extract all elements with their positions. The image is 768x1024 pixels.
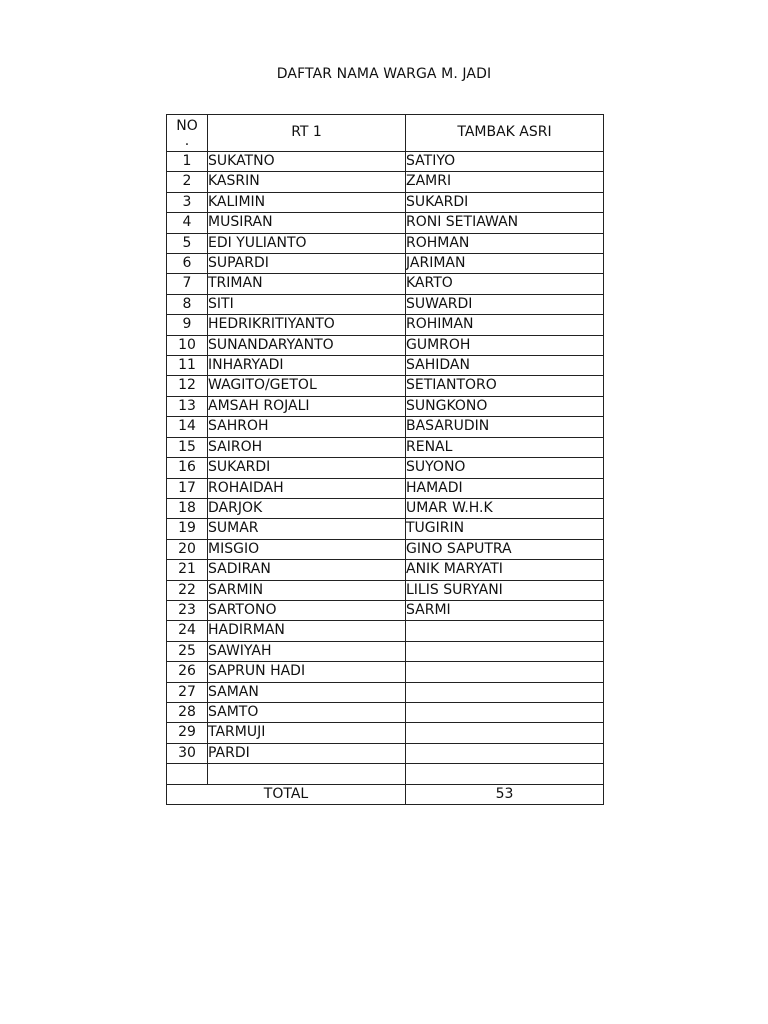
tambak-asri-name-cell: SUWARDI	[406, 294, 604, 314]
rt1-name-cell: KASRIN	[208, 172, 406, 192]
row-number-cell: 14	[167, 417, 208, 437]
table-row	[167, 233, 604, 253]
rt1-name-cell: SADIRAN	[208, 560, 406, 580]
tambak-asri-name-cell: SETIANTORO	[406, 376, 604, 396]
table-row	[167, 702, 604, 722]
row-number-cell: 6	[167, 254, 208, 274]
tambak-asri-name-cell: SATIYO	[406, 152, 604, 172]
tambak-asri-name-cell: ROHIMAN	[406, 315, 604, 335]
table-row	[167, 274, 604, 294]
row-number-cell: 21	[167, 560, 208, 580]
table-row	[167, 560, 604, 580]
row-number-cell: 20	[167, 539, 208, 559]
table-row	[167, 213, 604, 233]
rt1-name-cell: WAGITO/GETOL	[208, 376, 406, 396]
row-number-cell: 3	[167, 192, 208, 212]
row-number-cell: 22	[167, 580, 208, 600]
table-row	[167, 437, 604, 457]
rt1-name-cell: MUSIRAN	[208, 213, 406, 233]
table-row	[167, 315, 604, 335]
column-header-tambak-asri: TAMBAK ASRI	[406, 115, 604, 152]
tambak-asri-name-cell: RENAL	[406, 437, 604, 457]
tambak-asri-name-cell: SUYONO	[406, 458, 604, 478]
total-row	[167, 784, 604, 804]
rt1-name-cell: SAMAN	[208, 682, 406, 702]
row-number-cell: 1	[167, 152, 208, 172]
column-header-no-dot: .	[184, 132, 190, 149]
rt1-name-cell: SUKARDI	[208, 458, 406, 478]
table-row	[167, 396, 604, 416]
row-number-cell: 4	[167, 213, 208, 233]
table-row	[167, 356, 604, 376]
tambak-asri-name-cell: UMAR W.H.K	[406, 498, 604, 518]
table-row	[167, 376, 604, 396]
table-body	[167, 152, 604, 785]
row-number-cell: 15	[167, 437, 208, 457]
rt1-name-cell: INHARYADI	[208, 356, 406, 376]
table-row	[167, 764, 604, 784]
resident-table	[166, 114, 604, 805]
table-row	[167, 192, 604, 212]
row-number-cell: 24	[167, 621, 208, 641]
row-number-cell: 30	[167, 743, 208, 763]
table-row	[167, 152, 604, 172]
column-header-no-text: NO	[176, 117, 198, 134]
table-row	[167, 662, 604, 682]
row-number-cell: 17	[167, 478, 208, 498]
column-header-rt1: RT 1	[208, 115, 406, 152]
row-number-cell: 19	[167, 519, 208, 539]
table-row	[167, 458, 604, 478]
rt1-name-cell: SARTONO	[208, 600, 406, 620]
tambak-asri-name-cell	[406, 723, 604, 743]
rt1-name-cell: SAIROH	[208, 437, 406, 457]
row-number-cell: 9	[167, 315, 208, 335]
tambak-asri-name-cell: HAMADI	[406, 478, 604, 498]
table-row	[167, 723, 604, 743]
table-row	[167, 682, 604, 702]
row-number-cell: 10	[167, 335, 208, 355]
table-footer	[167, 784, 604, 804]
row-number-cell: 25	[167, 641, 208, 661]
rt1-name-cell: SUPARDI	[208, 254, 406, 274]
tambak-asri-name-cell: SARMI	[406, 600, 604, 620]
row-number-cell: 2	[167, 172, 208, 192]
tambak-asri-name-cell: KARTO	[406, 274, 604, 294]
row-number-cell: 8	[167, 294, 208, 314]
rt1-name-cell: SAMTO	[208, 702, 406, 722]
rt1-name-cell: SAWIYAH	[208, 641, 406, 661]
row-number-cell: 26	[167, 662, 208, 682]
tambak-asri-name-cell	[406, 764, 604, 784]
rt1-name-cell: SARMIN	[208, 580, 406, 600]
total-value: 53	[406, 784, 604, 804]
tambak-asri-name-cell	[406, 743, 604, 763]
rt1-name-cell: HADIRMAN	[208, 621, 406, 641]
tambak-asri-name-cell: ROHMAN	[406, 233, 604, 253]
tambak-asri-name-cell	[406, 641, 604, 661]
row-number-cell: 11	[167, 356, 208, 376]
table-row	[167, 478, 604, 498]
rt1-name-cell: HEDRIKRITIYANTO	[208, 315, 406, 335]
header-row	[167, 115, 604, 152]
tambak-asri-name-cell: SUNGKONO	[406, 396, 604, 416]
table-row	[167, 539, 604, 559]
row-number-cell: 16	[167, 458, 208, 478]
tambak-asri-name-cell	[406, 621, 604, 641]
rt1-name-cell: SAPRUN HADI	[208, 662, 406, 682]
tambak-asri-name-cell: SUKARDI	[406, 192, 604, 212]
tambak-asri-name-cell: GUMROH	[406, 335, 604, 355]
row-number-cell: 29	[167, 723, 208, 743]
table-row	[167, 743, 604, 763]
table-row	[167, 580, 604, 600]
rt1-name-cell	[208, 764, 406, 784]
row-number-cell: 23	[167, 600, 208, 620]
rt1-name-cell: PARDI	[208, 743, 406, 763]
tambak-asri-name-cell	[406, 682, 604, 702]
rt1-name-cell: TARMUJI	[208, 723, 406, 743]
table-row	[167, 294, 604, 314]
rt1-name-cell: KALIMIN	[208, 192, 406, 212]
table-header	[167, 115, 604, 152]
table-row	[167, 335, 604, 355]
rt1-name-cell: MISGIO	[208, 539, 406, 559]
rt1-name-cell: ROHAIDAH	[208, 478, 406, 498]
table-row	[167, 519, 604, 539]
tambak-asri-name-cell: SAHIDAN	[406, 356, 604, 376]
tambak-asri-name-cell: ANIK MARYATI	[406, 560, 604, 580]
table-row	[167, 254, 604, 274]
row-number-cell: 7	[167, 274, 208, 294]
rt1-name-cell: SUKATNO	[208, 152, 406, 172]
tambak-asri-name-cell: RONI SETIAWAN	[406, 213, 604, 233]
table-row	[167, 641, 604, 661]
rt1-name-cell: TRIMAN	[208, 274, 406, 294]
row-number-cell: 18	[167, 498, 208, 518]
column-header-no	[167, 115, 208, 152]
tambak-asri-name-cell: GINO SAPUTRA	[406, 539, 604, 559]
tambak-asri-name-cell: ZAMRI	[406, 172, 604, 192]
tambak-asri-name-cell: BASARUDIN	[406, 417, 604, 437]
rt1-name-cell: SAHROH	[208, 417, 406, 437]
row-number-cell: 28	[167, 702, 208, 722]
rt1-name-cell: EDI YULIANTO	[208, 233, 406, 253]
rt1-name-cell: AMSAH ROJALI	[208, 396, 406, 416]
tambak-asri-name-cell	[406, 702, 604, 722]
table-row	[167, 498, 604, 518]
rt1-name-cell: SITI	[208, 294, 406, 314]
tambak-asri-name-cell: TUGIRIN	[406, 519, 604, 539]
page-title: DAFTAR NAMA WARGA M. JADI	[276, 66, 492, 82]
table-row	[167, 600, 604, 620]
tambak-asri-name-cell: JARIMAN	[406, 254, 604, 274]
rt1-name-cell: SUNANDARYANTO	[208, 335, 406, 355]
row-number-cell: 27	[167, 682, 208, 702]
row-number-cell: 13	[167, 396, 208, 416]
table-row	[167, 621, 604, 641]
rt1-name-cell: DARJOK	[208, 498, 406, 518]
total-label: TOTAL	[167, 784, 406, 804]
tambak-asri-name-cell	[406, 662, 604, 682]
table-row	[167, 417, 604, 437]
rt1-name-cell: SUMAR	[208, 519, 406, 539]
row-number-cell	[167, 764, 208, 784]
table-row	[167, 172, 604, 192]
row-number-cell: 12	[167, 376, 208, 396]
row-number-cell: 5	[167, 233, 208, 253]
tambak-asri-name-cell: LILIS SURYANI	[406, 580, 604, 600]
